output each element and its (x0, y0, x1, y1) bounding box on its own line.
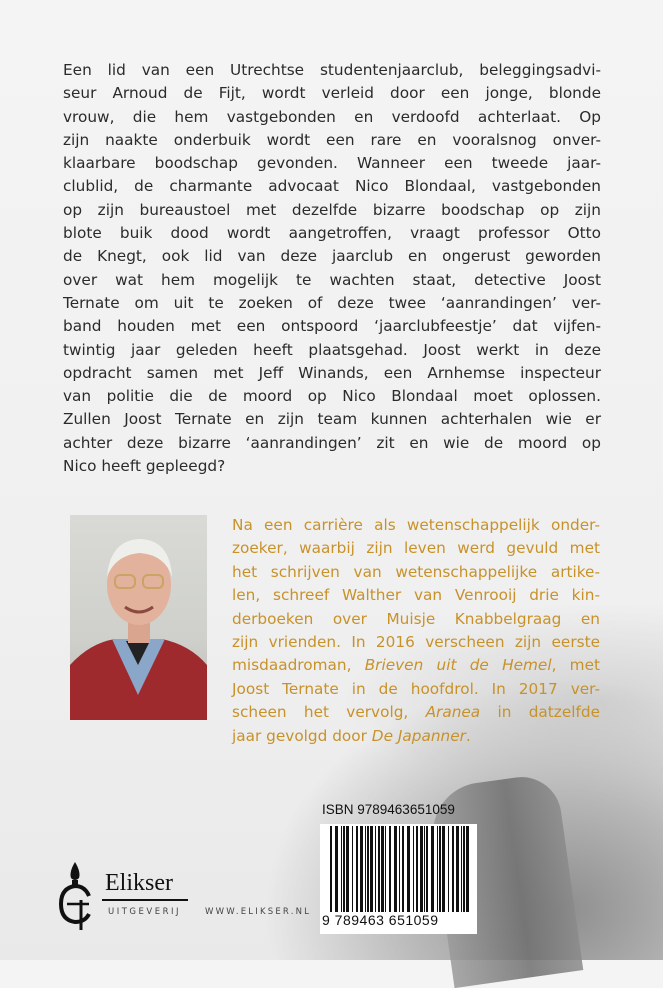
barcode-bar (352, 826, 353, 912)
barcode-bar (402, 826, 404, 912)
barcode-bar (360, 826, 363, 912)
barcode-bar (330, 826, 332, 912)
bio-text: , met (551, 656, 600, 675)
book-title: De Japanner (371, 726, 466, 745)
blurb-line: Ternate om uit te zoeken of deze twee ‘aanrandingen’ ver- (63, 293, 601, 312)
barcode-bar (439, 826, 441, 912)
blurb-line: klaarbare boodschap gevonden. Wanneer een tweede jaar- (63, 154, 601, 173)
barcode-bar (452, 826, 454, 912)
blurb-line: Een lid van een Utrechtse studentenjaarclub, beleggingsadvi- (63, 61, 601, 79)
bio-line: Na een carrière als wetenschappelijk onder- (232, 516, 600, 534)
isbn-label: ISBN 9789463651059 (322, 802, 455, 817)
barcode-bar (420, 826, 423, 912)
blurb-line: van politie die de moord op Nico Blondaal moet oplossen. (63, 387, 601, 406)
barcode-bar (461, 826, 462, 912)
bio-line: zoeker, waarbij zijn leven werd gevuld met (232, 539, 600, 558)
bio-text: jaar gevolgd door (232, 726, 372, 745)
barcode-bar (466, 826, 469, 912)
barcode-bar (381, 826, 384, 912)
barcode-bar (365, 826, 366, 912)
blurb-line: opdracht samen met Jeff Winands, een Arnhemse inspecteur (63, 363, 601, 382)
blurb-line: zijn naakte onderbuik wordt een rare en vooralsnog onver- (63, 130, 601, 149)
blurb-line: seur Arnoud de Fijt, wordt verleid door een jonge, blonde (63, 84, 601, 103)
barcode-bar (375, 826, 376, 912)
blurb-line: de Knegt, ook lid van deze jaarclub en ongerust geworden (63, 247, 601, 266)
bio-line (232, 654, 600, 677)
blurb-line: vrouw, die hem vastgebonden en verdoofd achterlaat. Op (63, 107, 601, 126)
barcode-bar (463, 826, 465, 912)
bio-line: zijn vrienden. In 2016 verscheen zijn eerste (232, 633, 600, 652)
blurb-line: Nico heeft gepleegd? (63, 457, 226, 476)
barcode-bar (407, 826, 410, 912)
bio-line: het schrijven van wetenschappelijke artike- (232, 562, 600, 581)
barcode-bar (424, 826, 425, 912)
barcode-bar (394, 826, 397, 912)
barcode-bar (431, 826, 434, 912)
bio-line (232, 725, 600, 748)
blurb-line: clublid, de charmante advocaat Nico Blondaal, vastgebonden (63, 177, 601, 196)
book-title: Aranea (425, 703, 481, 722)
barcode-bar (370, 826, 373, 912)
publisher-name: Elikser (105, 870, 173, 896)
barcode-bar (416, 826, 418, 912)
blurb-line: Zullen Joost Ternate en zijn team kunnen achterhalen wie er (63, 410, 601, 429)
blurb-line: blote buik dood wordt aangetroffen, vraagt professor Otto (63, 224, 601, 243)
barcode-bar (343, 826, 345, 912)
blurb-line: over wat hem mogelijk te wachten staat, detective Joost (63, 270, 601, 289)
logo-divider (102, 899, 188, 901)
publisher-website: WWW.ELIKSER.NL (205, 907, 312, 917)
bio-text: in datzelfde (480, 703, 600, 722)
bio-text: . (465, 726, 471, 745)
barcode-digits: 9 789463 651059 (322, 912, 439, 928)
barcode (330, 826, 470, 916)
bio-line: len, schreef Walther van Venrooij drie kin- (232, 586, 600, 605)
barcode-bar (385, 826, 386, 912)
bio-text: misdaadroman, (232, 656, 365, 675)
blurb-line: achter deze bizarre ‘aanrandingen’ zit en wie de moord op (63, 433, 601, 452)
barcode-bar (346, 826, 349, 912)
blurb-paragraph (63, 59, 601, 478)
bio-line: derboeken over Muisje Knabbelgraag en (232, 609, 600, 628)
barcode-bar (426, 826, 428, 912)
barcode-bar (448, 826, 449, 912)
bio-line (232, 701, 600, 724)
barcode-bar (456, 826, 459, 912)
book-title: Brieven uit de Hemel (364, 656, 552, 675)
barcode-bar (341, 826, 342, 912)
blurb-line: op zijn bureaustoel met dezelfde bizarre boodschap op zijn (63, 200, 601, 219)
barcode-bar (367, 826, 369, 912)
barcode-bar (413, 826, 414, 912)
author-photo (70, 515, 207, 720)
barcode-bar (442, 826, 445, 912)
publisher-subtitle: UITGEVERIJ (108, 907, 181, 917)
bio-line: Joost Ternate in de hoofdrol. In 2017 ver- (232, 679, 600, 698)
blurb-line: twintig jaar geleden heeft plaatsgehad. Joost werkt in deze (63, 340, 601, 359)
barcode-bar (335, 826, 338, 912)
barcode-bar (399, 826, 400, 912)
barcode-bar (378, 826, 380, 912)
barcode-bar (437, 826, 438, 912)
blurb-line: band houden met een ontspoord ‘jaarclubfeestje’ dat vijfen- (63, 317, 601, 336)
author-bio (232, 514, 600, 748)
barcode-bar (356, 826, 358, 912)
bio-text: scheen het vervolg, (232, 703, 426, 722)
barcode-bar (389, 826, 391, 912)
